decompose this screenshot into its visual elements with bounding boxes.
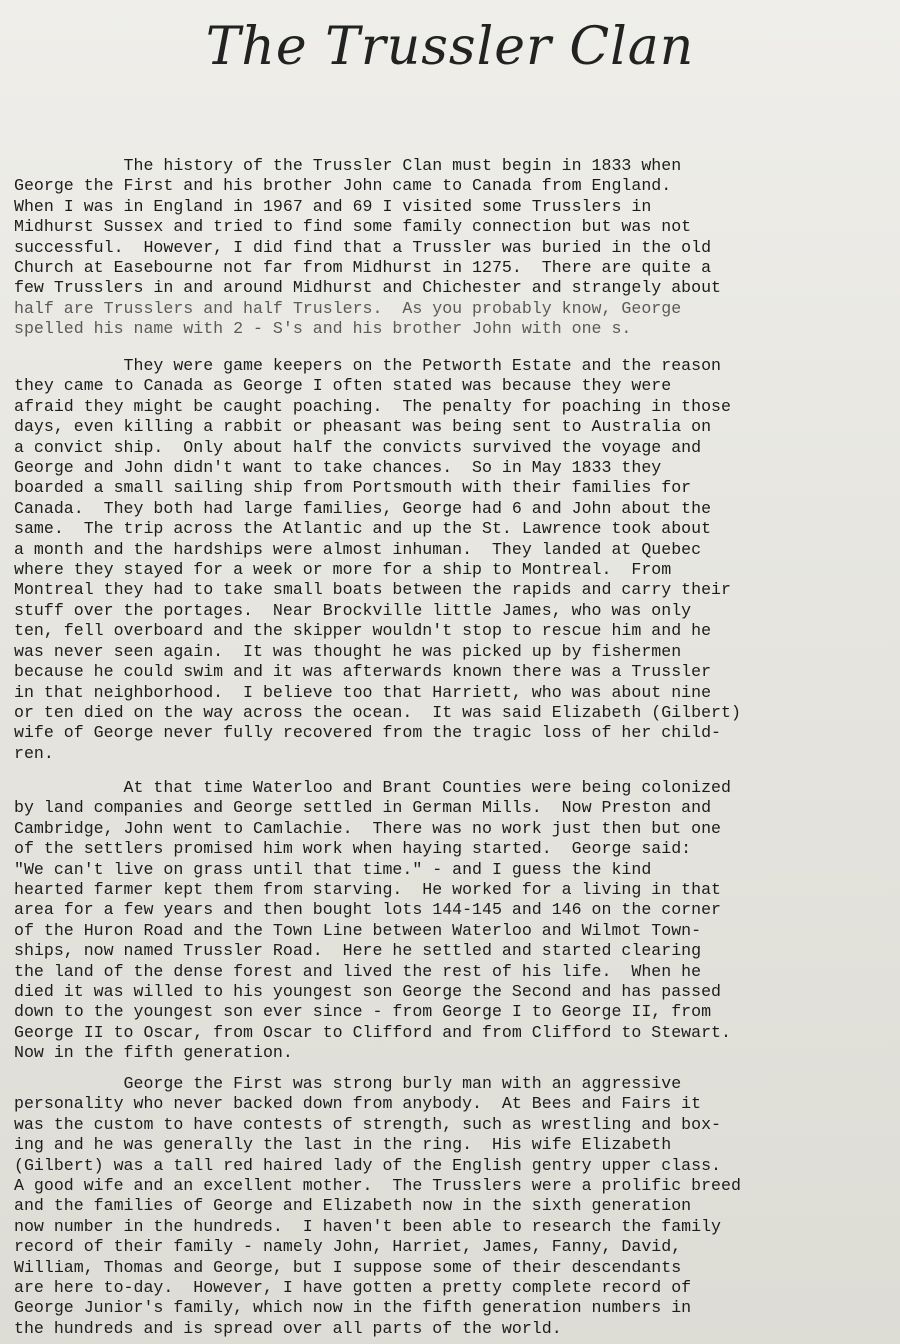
text-line: down to the youngest son ever since - from George I to George II, from bbox=[14, 1002, 712, 1022]
text-line: they came to Canada as George I often stated was because they were bbox=[14, 376, 672, 396]
text-line: in that neighborhood. I believe too that Harriett, who was about nine bbox=[14, 682, 712, 702]
text-line: a month and the hardships were almost inhuman. They landed at Quebec bbox=[14, 539, 702, 559]
paragraph-settlement bbox=[14, 778, 886, 1064]
text-line: George and John didn't want to take chances. So in May 1833 they bbox=[14, 458, 662, 478]
text-line: stuff over the portages. Near Brockville little James, who was only bbox=[14, 600, 692, 620]
text-line: George II to Oscar, from Oscar to Clifford and from Clifford to Stewart. bbox=[14, 1022, 731, 1042]
text-line: Church at Easebourne not far from Midhurst in 1275. There are quite a bbox=[14, 258, 712, 278]
document-title: The Trussler Clan bbox=[205, 17, 695, 77]
text-line: half are Trusslers and half Truslers. As you probably know, George bbox=[14, 298, 682, 318]
text-line: ing and he was generally the last in the ring. His wife Elizabeth bbox=[14, 1135, 672, 1155]
text-line: record of their family - namely John, Harriet, James, Fanny, David, bbox=[14, 1237, 682, 1257]
text-line: At that time Waterloo and Brant Counties were being colonized bbox=[14, 778, 731, 797]
text-line: was the custom to have contests of strength, such as wrestling and box- bbox=[14, 1114, 722, 1134]
text-line: Now in the fifth generation. bbox=[14, 1043, 293, 1063]
text-line: ships, now named Trussler Road. Here he settled and started clearing bbox=[14, 941, 702, 961]
text-line: George the First was strong burly man with an aggressive bbox=[14, 1074, 682, 1093]
text-line: died it was willed to his youngest son George the Second and has passed bbox=[14, 982, 722, 1002]
text-line: was never seen again. It was thought he was picked up by fishermen bbox=[14, 641, 682, 661]
text-line: area for a few years and then bought lots 144-145 and 146 on the corner bbox=[14, 900, 722, 920]
text-line: William, Thomas and George, but I suppose some of their descendants bbox=[14, 1257, 682, 1277]
text-line: personality who never backed down from anybody. At Bees and Fairs it bbox=[14, 1094, 702, 1114]
text-line: of the settlers promised him work when haying started. George said: bbox=[14, 839, 692, 859]
text-line: days, even killing a rabbit or pheasant was being sent to Australia on bbox=[14, 417, 712, 437]
text-line: the land of the dense forest and lived the rest of his life. When he bbox=[14, 961, 702, 981]
text-line: Montreal they had to take small boats between the rapids and carry their bbox=[14, 580, 731, 600]
text-line: (Gilbert) was a tall red haired lady of the English gentry upper class. bbox=[14, 1155, 722, 1175]
text-line: by land companies and George settled in German Mills. Now Preston and bbox=[14, 798, 712, 818]
text-line: The history of the Trussler Clan must begin in 1833 when bbox=[14, 156, 682, 175]
paragraph-voyage bbox=[14, 356, 886, 764]
text-line: George Junior's family, which now in the fifth generation numbers in bbox=[14, 1298, 692, 1318]
text-line: Midhurst Sussex and tried to find some family connection but was not bbox=[14, 217, 692, 237]
text-line: now number in the hundreds. I haven't been able to research the family bbox=[14, 1216, 722, 1236]
text-line: a convict ship. Only about half the convicts survived the voyage and bbox=[14, 437, 702, 457]
text-line: are here to-day. However, I have gotten a pretty complete record of bbox=[14, 1278, 692, 1298]
text-line: successful. However, I did find that a Trussler was buried in the old bbox=[14, 237, 712, 257]
paragraph-george-the-first bbox=[14, 1074, 886, 1339]
text-line: ren. bbox=[14, 743, 54, 763]
text-line: few Trusslers in and around Midhurst and Chichester and strangely about bbox=[14, 278, 722, 298]
text-line: afraid they might be caught poaching. The penalty for poaching in those bbox=[14, 396, 731, 416]
text-line: because he could swim and it was afterwards known there was a Trussler bbox=[14, 662, 712, 682]
text-line: hearted farmer kept them from starving. He worked for a living in that bbox=[14, 880, 722, 900]
text-line: ten, fell overboard and the skipper wouldn't stop to rescue him and he bbox=[14, 621, 712, 641]
text-line: Cambridge, John went to Camlachie. There was no work just then but one bbox=[14, 818, 722, 838]
text-line: or ten died on the way across the ocean. It was said Elizabeth (Gilbert) bbox=[14, 702, 741, 722]
text-line: wife of George never fully recovered from the tragic loss of her child- bbox=[14, 723, 722, 743]
text-line: same. The trip across the Atlantic and up the St. Lawrence took about bbox=[14, 519, 712, 539]
text-line: They were game keepers on the Petworth Estate and the reason bbox=[14, 356, 722, 375]
text-line: spelled his name with 2 - S's and his brother John with one s. bbox=[14, 319, 632, 339]
text-line: of the Huron Road and the Town Line between Waterloo and Wilmot Town- bbox=[14, 920, 702, 940]
text-line: and the families of George and Elizabeth now in the sixth generation bbox=[14, 1196, 692, 1216]
paragraph-history bbox=[14, 156, 886, 340]
text-line: "We can't live on grass until that time." - and I guess the kind bbox=[14, 859, 652, 879]
text-line: When I was in England in 1967 and 69 I visited some Trusslers in bbox=[14, 196, 652, 216]
text-line: boarded a small sailing ship from Portsmouth with their families for bbox=[14, 478, 692, 498]
text-line: A good wife and an excellent mother. The Trusslers were a prolific breed bbox=[14, 1176, 741, 1196]
text-line: George the First and his brother John came to Canada from England. bbox=[14, 176, 672, 196]
text-line: Canada. They both had large families, George had 6 and John about the bbox=[14, 498, 712, 518]
text-line: the hundreds and is spread over all parts of the world. bbox=[14, 1318, 562, 1338]
text-line: where they stayed for a week or more for a ship to Montreal. From bbox=[14, 560, 672, 580]
